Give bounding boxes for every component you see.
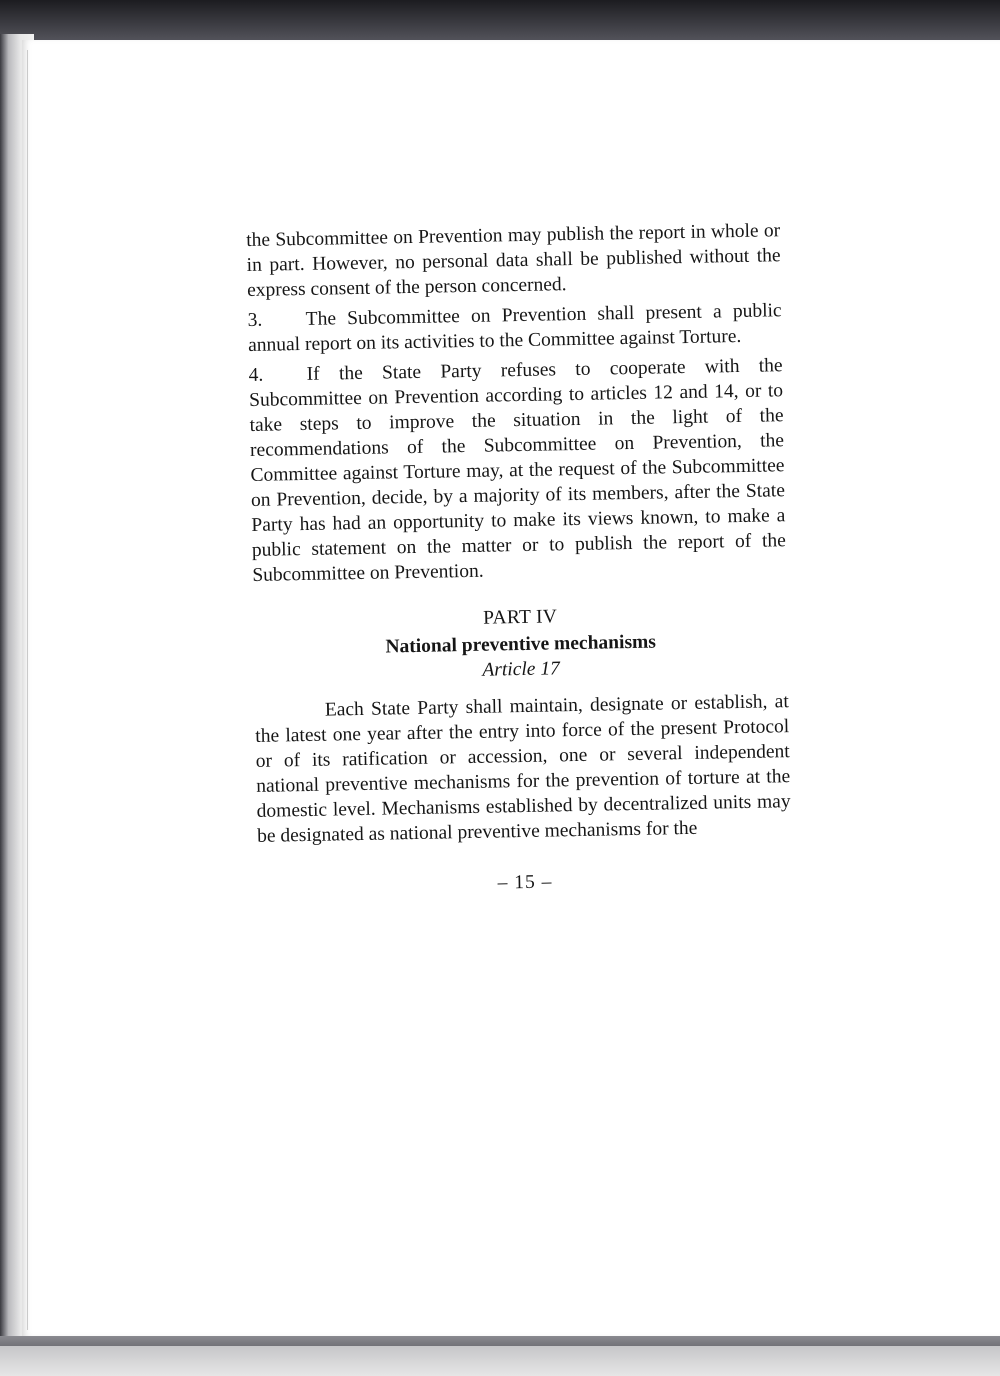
- continuation-paragraph: the Subcommittee on Prevention may publish the report in whole or in part. However, no personal data shall be published without the express consent of the person concerned.: [246, 220, 781, 301]
- paragraph-4: [248, 353, 786, 588]
- page-number: – 15 –: [497, 871, 553, 894]
- article-title: Article 17: [482, 658, 561, 681]
- paragraph-3: [247, 298, 782, 358]
- next-page-edge: [0, 1346, 1000, 1376]
- article-17-text: Each State Party shall maintain, designate or establish, at the latest one year after the entry into force of the present Protocol or of its ratification or accession, one or several independent national preventive mechanisms for the prevention of torture at the domestic level. Mechanisms established by decentralized units may be designated as national preventive mechanisms for the: [255, 691, 791, 847]
- paragraph-number: 4.: [248, 364, 264, 386]
- section-title: National preventive mechanisms: [385, 631, 657, 658]
- paragraph-number: 3.: [247, 309, 263, 331]
- part-heading: PART IV: [482, 606, 558, 629]
- spine-shadow-line: [27, 50, 28, 1330]
- page-text: [246, 218, 792, 900]
- paragraph-text: If the State Party refuses to cooperate with the Subcommittee on Prevention according to articles 12 and 14, or to take steps to improve the situation in the light of the recommendations of the Subcommittee on Prevention, the Committee against Torture may, at the request of the Subcommittee on Prevention, decide, by a majority of its members, after the State Party has had an opportunity to make its views known, to make a public statement on the matter or to publish the report of the Subcommittee on Prevention.: [248, 355, 787, 586]
- paragraph-text: The Subcommittee on Prevention shall present a public annual report on its activities to the Committee against Torture.: [247, 300, 782, 356]
